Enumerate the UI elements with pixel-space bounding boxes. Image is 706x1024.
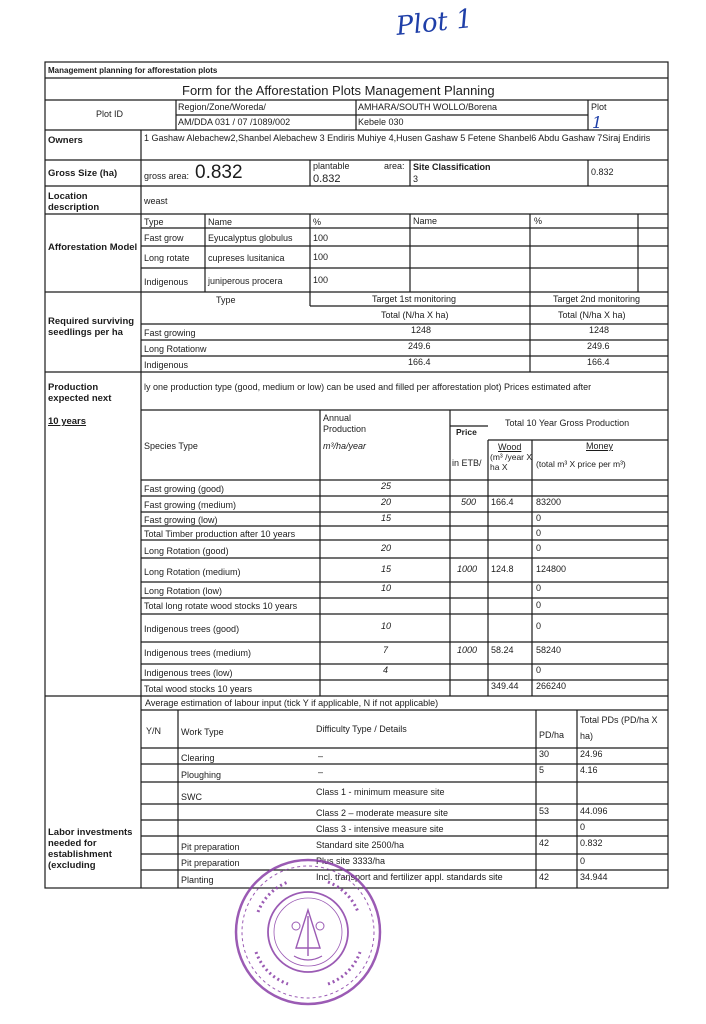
seedlings-row-t2: 249.6 (587, 341, 610, 351)
gross-size-label: Gross Size (ha) (48, 168, 118, 179)
labor-header-pdha: PD/ha (539, 730, 565, 740)
plantable-area-label: area: (384, 161, 405, 171)
model-header-name-2: Name (413, 216, 438, 226)
production-header-total: Total 10 Year Gross Production (505, 418, 630, 428)
seedlings-row-t1: 249.6 (408, 341, 431, 351)
seedlings-row-type: Indigenous (144, 360, 189, 370)
seedlings-type-header: Type (216, 295, 236, 305)
labor-row-work: Ploughing (181, 770, 222, 780)
labor-row-detail: Class 3 - intensive measure site (316, 824, 444, 834)
labor-row-total: 0 (580, 856, 586, 866)
production-row-species: Total Timber production after 10 years (144, 529, 296, 539)
labor-row-work: Planting (181, 875, 214, 885)
seedlings-label: Required surviving seedlings per ha (48, 316, 135, 338)
production-row-annual: 20 (381, 497, 392, 507)
handwritten-plot-annotation: Plot 1 (394, 4, 475, 42)
production-row-price: 1000 (457, 564, 478, 574)
production-header-price: Price (456, 427, 477, 437)
seedlings-total-1: Total (N/ha X ha) (381, 310, 449, 320)
production-row-wood: 124.8 (491, 564, 514, 574)
production-header-annual-unit: m³/ha/year (323, 441, 367, 451)
model-header-name: Name (208, 217, 233, 227)
model-row-type: Fast grow (144, 233, 184, 243)
production-row-wood: 166.4 (491, 497, 514, 507)
model-row-name: cupreses lusitanica (208, 253, 285, 263)
labor-row-pdha: 42 (539, 872, 550, 882)
production-row-money: 124800 (536, 564, 567, 574)
kebele: Kebele 030 (358, 117, 404, 127)
model-row-type: Long rotate (144, 253, 190, 263)
production-instruction: ly one production type (good, medium or low) can be used and filled per afforestation plot) Prices estimated after (144, 382, 592, 392)
form-title: Form for the Afforestation Plots Management Planning (182, 83, 495, 98)
labor-row-detail: Plus site 3333/ha (316, 856, 386, 866)
labor-row-total: 34.944 (580, 872, 608, 882)
model-row-pct: 100 (313, 275, 329, 285)
labor-row-total: 0.832 (580, 838, 603, 848)
production-row-money: 0 (536, 543, 542, 553)
plot-label: Plot (591, 102, 607, 112)
production-header-annual: Annual Production (323, 413, 367, 434)
production-row-annual: 25 (381, 481, 392, 491)
official-stamp-icon (228, 852, 388, 1012)
labor-header-difficulty: Difficulty Type / Details (316, 724, 407, 734)
production-row-species: Long Rotation (low) (144, 586, 223, 596)
production-label-years: 10 years (48, 416, 87, 427)
labor-row-detail: Incl. transport and fertilizer appl. standards site (316, 872, 503, 882)
seedlings-row-t2: 1248 (589, 325, 610, 335)
production-row-wood: 349.44 (491, 681, 519, 691)
production-row-species: Long Rotation (good) (144, 546, 229, 556)
seedlings-row-type: Long Rotationw (144, 344, 207, 354)
labor-row-total: 0 (580, 822, 586, 832)
plot-code: AM/DDA 031 / 07 /1089/002 (178, 117, 291, 127)
production-row-species: Indigenous trees (low) (144, 668, 233, 678)
model-row-pct: 100 (313, 233, 329, 243)
labor-row-detail: – (318, 751, 324, 761)
model-row-name: Eyucalyptus globulus (208, 233, 293, 243)
production-row-annual: 15 (381, 513, 392, 523)
plantable-value: 0.832 (313, 173, 341, 185)
labor-row-detail: – (318, 767, 324, 777)
labor-header-work: Work Type (181, 727, 224, 737)
seedlings-row-t2: 166.4 (587, 357, 610, 367)
production-header-price-unit: in ETB/ (452, 458, 482, 468)
production-row-annual: 10 (381, 583, 392, 593)
production-row-price: 500 (461, 497, 477, 507)
labor-row-pdha: 30 (539, 749, 550, 759)
plot-id-label: Plot ID (96, 109, 124, 119)
production-row-species: Total long rotate wood stocks 10 years (144, 601, 298, 611)
labor-row-total: 24.96 (580, 749, 603, 759)
production-row-price: 1000 (457, 645, 478, 655)
production-row-money: 0 (536, 600, 542, 610)
production-row-annual: 4 (383, 665, 389, 675)
production-row-money: 0 (536, 621, 542, 631)
gross-area-prefix: gross area: (144, 171, 190, 181)
production-header-wood-unit: (m³ /year X ha X (490, 452, 533, 472)
production-row-annual: 10 (381, 621, 392, 631)
production-row-species: Fast growing (medium) (144, 500, 237, 510)
labor-row-work: Pit preparation (181, 858, 240, 868)
afforestation-model-label: Afforestation Model (48, 242, 138, 253)
owners-value: 1 Gashaw Alebachew2,Shanbel Alebachew 3 Endiris Muhiye 4,Husen Gashaw 5 Fetene Shanbel6 Abdu Gashaw 7Siraj Endiris (144, 133, 651, 143)
production-header-wood: Wood (498, 442, 522, 452)
labor-row-detail: Class 2 – moderate measure site (316, 808, 449, 818)
site-class-label: Site Classification (413, 162, 491, 172)
labor-row-detail: Class 1 - minimum measure site (316, 787, 445, 797)
labor-header-yn: Y/N (146, 726, 162, 736)
labor-row-work: SWC (181, 792, 202, 802)
seedlings-target-1: Target 1st monitoring (372, 294, 457, 304)
labor-header-total: Total PDs (PD/ha X ha) (580, 715, 658, 741)
location-value: weast (144, 196, 168, 206)
production-row-annual: 7 (383, 645, 389, 655)
model-row-type: Indigenous (144, 277, 189, 287)
labor-estimation-note: Average estimation of labour input (tick Y if applicable, N if not applicable) (145, 698, 439, 708)
region-value: AMHARA/SOUTH WOLLO/Borena (358, 102, 498, 112)
production-header-species: Species Type (144, 441, 198, 451)
production-header-money: Money (586, 441, 614, 451)
production-header-money-unit: (total m³ X price per m³) (536, 459, 626, 469)
labor-row-pdha: 53 (539, 806, 550, 816)
model-header-type: Type (144, 217, 164, 227)
model-header-pct: % (313, 217, 322, 227)
seedlings-row-t1: 166.4 (408, 357, 431, 367)
production-row-species: Total wood stocks 10 years (144, 684, 253, 694)
seedlings-row-t1: 1248 (411, 325, 432, 335)
production-row-money: 0 (536, 583, 542, 593)
production-row-annual: 15 (381, 564, 392, 574)
production-row-money: 0 (536, 528, 542, 538)
model-row-name: juniperous procera (208, 276, 283, 286)
labor-row-detail: Standard site 2500/ha (316, 840, 405, 850)
owners-label: Owners (48, 135, 83, 146)
production-row-money: 0 (536, 665, 542, 675)
model-row-pct: 100 (313, 252, 329, 262)
production-row-money: 83200 (536, 497, 562, 507)
labor-label: Labor investments needed for establishment (excluding (48, 827, 133, 871)
site-class-value: 3 (413, 174, 419, 184)
production-row-species: Indigenous trees (good) (144, 624, 240, 634)
model-header-pct-2: % (534, 216, 543, 226)
labor-row-total: 44.096 (580, 806, 608, 816)
gross-size-right-value: 0.832 (591, 167, 614, 177)
gross-area-value: 0.832 (195, 162, 243, 183)
production-row-species: Fast growing (low) (144, 515, 218, 525)
labor-row-work: Pit preparation (181, 842, 240, 852)
labor-row-total: 4.16 (580, 765, 598, 775)
plantable-label: plantable (313, 161, 350, 171)
production-row-wood: 58.24 (491, 645, 514, 655)
labor-row-pdha: 5 (539, 765, 545, 775)
seedlings-row-type: Fast growing (144, 328, 196, 338)
production-row-money: 58240 (536, 645, 562, 655)
production-row-species: Indigenous trees (medium) (144, 648, 252, 658)
seedlings-total-2: Total (N/ha X ha) (558, 310, 626, 320)
production-row-money: 266240 (536, 681, 567, 691)
seedlings-target-2: Target 2nd monitoring (553, 294, 641, 304)
production-row-annual: 20 (381, 543, 392, 553)
labor-row-work: Clearing (181, 753, 215, 763)
labor-row-pdha: 42 (539, 838, 550, 848)
header-strip: Management planning for afforestation plots (48, 66, 218, 75)
production-label: Production expected next (48, 382, 112, 404)
production-row-species: Fast growing (good) (144, 484, 225, 494)
plot-number-handwritten: 1 (592, 113, 603, 132)
production-row-species: Long Rotation (medium) (144, 567, 241, 577)
location-label: Location description (48, 191, 100, 213)
production-row-money: 0 (536, 513, 542, 523)
region-label: Region/Zone/Woreda/ (178, 102, 266, 112)
